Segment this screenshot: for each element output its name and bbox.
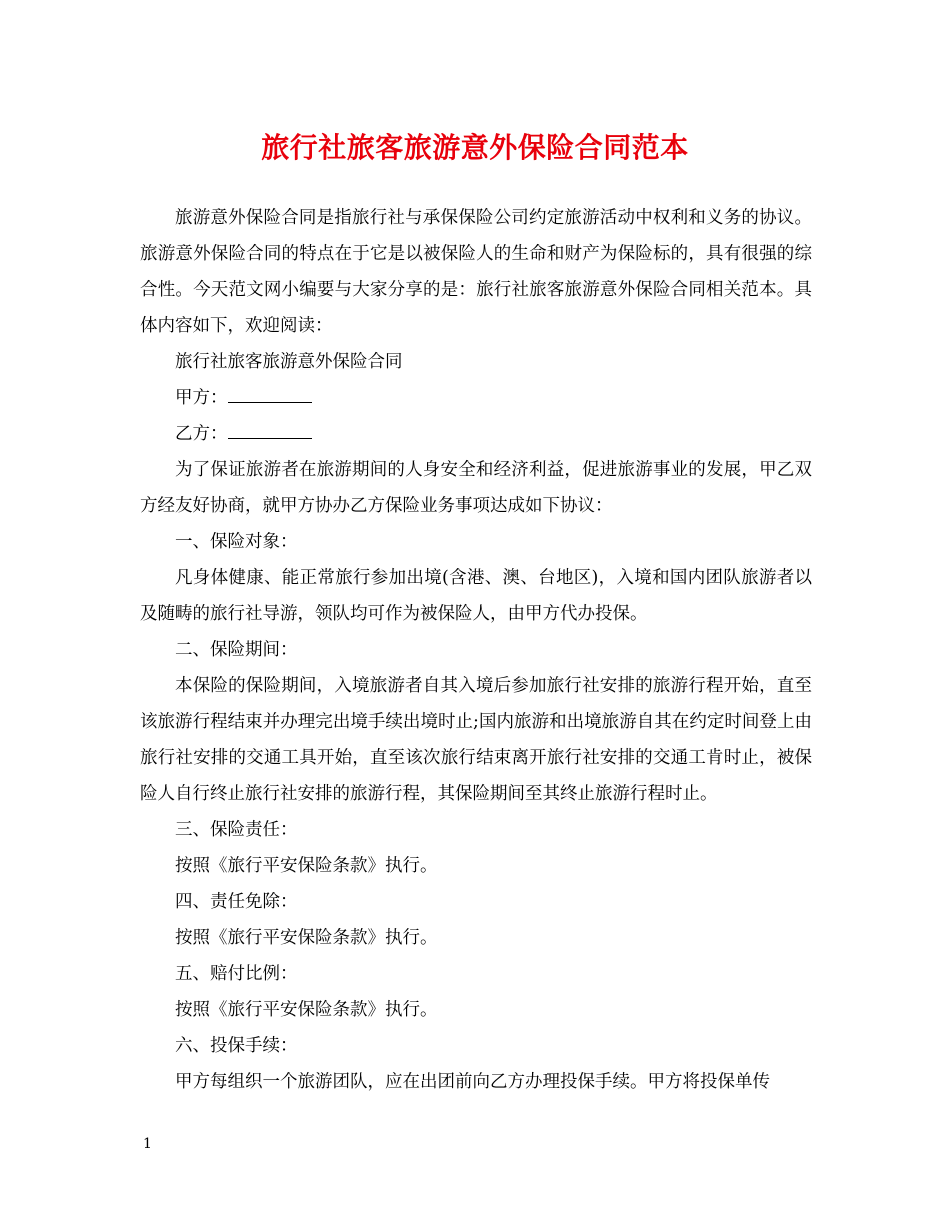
paragraph-exclusions: 按照《旅行平安保险条款》执行。: [175, 928, 438, 948]
section-heading-liability: 三、保险责任：: [175, 820, 298, 840]
party-b-line: [140, 416, 812, 452]
paragraph-purpose: 为了保证旅游者在旅游期间的人身安全和经济利益，促进旅游事业的发展，甲乙双方经友好协商，就甲方协办乙方保险业务事项达成如下协议：: [140, 460, 812, 516]
page-number: 1: [143, 1136, 152, 1152]
paragraph-procedures: 甲方每组织一个旅游团队，应在出团前向乙方办理投保手续。甲方将投保单传: [175, 1072, 770, 1092]
party-a-line: [140, 380, 812, 416]
paragraph-compensation: 按照《旅行平安保险条款》执行。: [175, 1000, 438, 1020]
paragraph-intro: 旅游意外保险合同是指旅行社与承保保险公司约定旅游活动中权利和义务的协议。旅游意外保险合同的特点在于它是以被保险人的生命和财产为保险标的，具有很强的综合性。今天范文网小编要与大家分享的是：旅行社旅客旅游意外保险合同相关范本。具体内容如下，欢迎阅读：: [140, 208, 812, 336]
section-heading-compensation: 五、赔付比例：: [175, 964, 298, 984]
section-heading-procedures: 六、投保手续：: [175, 1036, 298, 1056]
document-title: 旅行社旅客旅游意外保险合同范本: [261, 131, 689, 164]
paragraph-liability: 按照《旅行平安保险条款》执行。: [175, 856, 438, 876]
document-body: [140, 200, 812, 1100]
section-heading-exclusions: 四、责任免除：: [175, 892, 298, 912]
party-b-blank: [228, 420, 312, 439]
paragraph-insured: 凡身体健康、能正常旅行参加出境(含港、澳、台地区)，入境和国内团队旅游者以及随畴的旅行社导游，领队均可作为被保险人，由甲方代办投保。: [140, 568, 812, 624]
party-b-label: 乙方：: [175, 424, 228, 444]
party-a-blank: [228, 384, 312, 403]
party-a-label: 甲方：: [175, 388, 228, 408]
paragraph-contract-name: 旅行社旅客旅游意外保险合同: [175, 352, 403, 372]
section-heading-insured: 一、保险对象：: [175, 532, 298, 552]
section-heading-period: 二、保险期间：: [175, 640, 298, 660]
paragraph-period: 本保险的保险期间，入境旅游者自其入境后参加旅行社安排的旅游行程开始，直至该旅游行程结束并办理完出境手续出境时止;国内旅游和出境旅游自其在约定时间登上由旅行社安排的交通工具开始，直至该次旅行结束离开旅行社安排的交通工肯时止，被保险人自行终止旅行社安排的旅游行程，其保险期间至其终止旅游行程时止。: [140, 676, 812, 804]
